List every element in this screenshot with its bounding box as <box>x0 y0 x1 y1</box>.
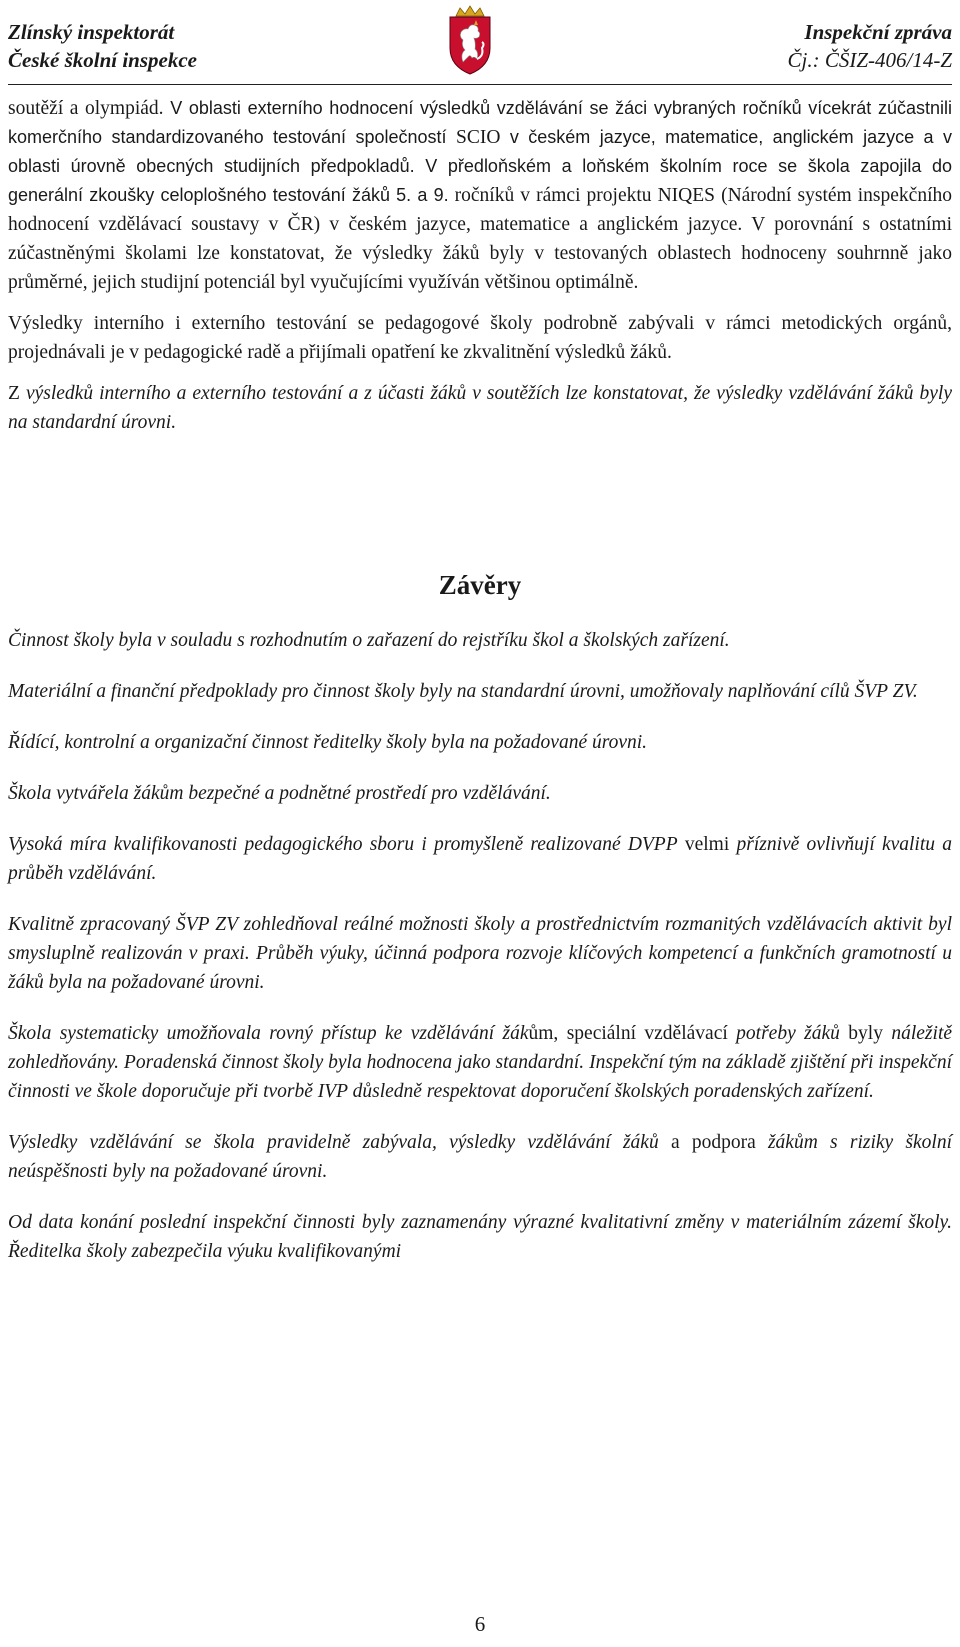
text-run: Průběh výuky, účinná podpora rozvoje klíčových kompetencí a funkčních gramotností u žáků byla na požadované úrovni. <box>8 943 952 993</box>
conclusion-item <box>8 830 952 888</box>
text-run: velmi <box>677 834 730 855</box>
text-run: SCIO <box>455 127 501 148</box>
text-run: potřeby žáků <box>727 1023 840 1044</box>
conclusion-item <box>8 910 952 997</box>
text-run: ročníků v rámci projektu NIQES (Národní systém inspekčního hodnocení vzdělávací soustavy v ČR) v českém jazyce, matematice a anglickém jazyce. <box>8 185 952 235</box>
conclusion-item: Materiální a finanční předpoklady pro činnost školy byly na standardní úrovni, umožňovaly naplňování cílů ŠVP ZV. <box>8 681 918 702</box>
text-run: V předloňském a loňském školním roce se škola zapojila do generální zkoušky celoplošného testování žáků 5. a 9. <box>8 156 952 205</box>
text-run: náležitě zohledňovány. <box>8 1023 953 1073</box>
text-run: Kvalitně zpracovaný ŠVP ZV zohledňoval reálné možnosti školy a prostřednictvím rozmanitých vzdělávacích aktivit byl smysluplně realizován v praxi. <box>8 914 952 964</box>
conclusions-list <box>8 626 952 1266</box>
page-header <box>0 0 960 84</box>
institution-name: České školní inspekce <box>8 48 197 72</box>
document-body <box>8 94 952 1288</box>
conclusion-item <box>8 1128 952 1186</box>
text-run: ům, speciální vzdělávací <box>528 1023 728 1044</box>
conclusion-item: Škola vytvářela žákům bezpečné a podnětné prostředí pro vzdělávání. <box>8 783 551 804</box>
conclusion-item: Činnost školy byla v souladu s rozhodnutím o zařazení do rejstříku škol a školských zařízení. <box>8 630 730 651</box>
text-run: příznivě ovlivňují kvalitu a průběh vzdělávání. <box>8 834 952 884</box>
text-run: byly <box>839 1023 883 1044</box>
conclusion-item: Od data konání poslední inspekční činnosti byly zaznamenány výrazné kvalitativní změny v materiálním zázemí školy. Ředitelka školy zabezpečila výuku kvalifikovanými <box>8 1212 952 1262</box>
header-left <box>8 18 197 74</box>
conclusion-item <box>8 1019 952 1106</box>
paragraph-testing-results: Výsledky interního i externího testování se pedagogové školy podrobně zabývali v rámci metodických orgánů, projednávali je v pedagogické radě a přijímali opatření ke zkvalitnění výsledků žáků. <box>8 313 952 363</box>
text-run: Poradenská činnost školy byla hodnocena jako standardní. Inspekční tým na základě zjištění při inspekční činnosti ve škole doporučuje při tvorbě IVP důsledně respektovat doporučení školských poradenských zařízení. <box>8 1052 952 1102</box>
header-right <box>787 18 952 74</box>
page-number: 6 <box>474 1612 486 1636</box>
text-run: žákům s riziky školní neúspěšnosti byly na požadované úrovni. <box>8 1132 952 1182</box>
text-run: v českém jazyce, matematice, anglickém jazyce a v oblasti úrovně obecných studijních předpokladů. <box>8 127 952 176</box>
text-run: Škola systematicky umožňovala rovný přístup ke vzdělávání žák <box>8 1023 529 1044</box>
czech-lion-coat-of-arms-icon <box>446 4 494 76</box>
report-type: Inspekční zpráva <box>804 20 952 44</box>
section-heading-conclusions: Závěry <box>438 570 522 600</box>
text-run: Z <box>8 383 20 404</box>
text-run: soutěží a olympiád. <box>8 98 164 119</box>
text-run: DVPP <box>627 834 678 855</box>
text-run: V porovnání s ostatními zúčastněnými školami lze konstatovat, že výsledky žáků byly v testovaných oblastech hodnoceny souhrnně jako průměrné, jejich studijní potenciál byl vyučujícími využíván většinou optimálně. <box>8 214 952 293</box>
conclusion-item: Řídící, kontrolní a organizační činnost ředitelky školy byla na požadované úrovni. <box>8 732 648 753</box>
text-run: a podpora <box>658 1132 756 1153</box>
text-run: Vysoká míra kvalifikovanosti pedagogického sboru i promyšleně realizované <box>8 834 628 855</box>
text-run: výsledků interního a externího testování a z účasti žáků v soutěžích lze konstatovat, že výsledky vzdělávání žáků byly na standardní úrovni. <box>8 383 952 433</box>
inspectorate-name: Zlínský inspektorát <box>8 20 175 44</box>
text-run: V oblasti externího hodnocení výsledků vzdělávání se žáci vybraných ročníků vícekrát zúčastnili komerčního standardizovaného testování společností <box>8 98 952 147</box>
paragraph-testing-summary <box>8 379 952 437</box>
paragraph-external-evaluation <box>8 94 952 297</box>
text-run: Výsledky vzdělávání se škola pravidelně zabývala, výsledky vzdělávání žáků <box>8 1132 659 1153</box>
reference-number: Čj.: ČŠIZ-406/14-Z <box>787 48 952 72</box>
header-divider <box>8 84 952 85</box>
